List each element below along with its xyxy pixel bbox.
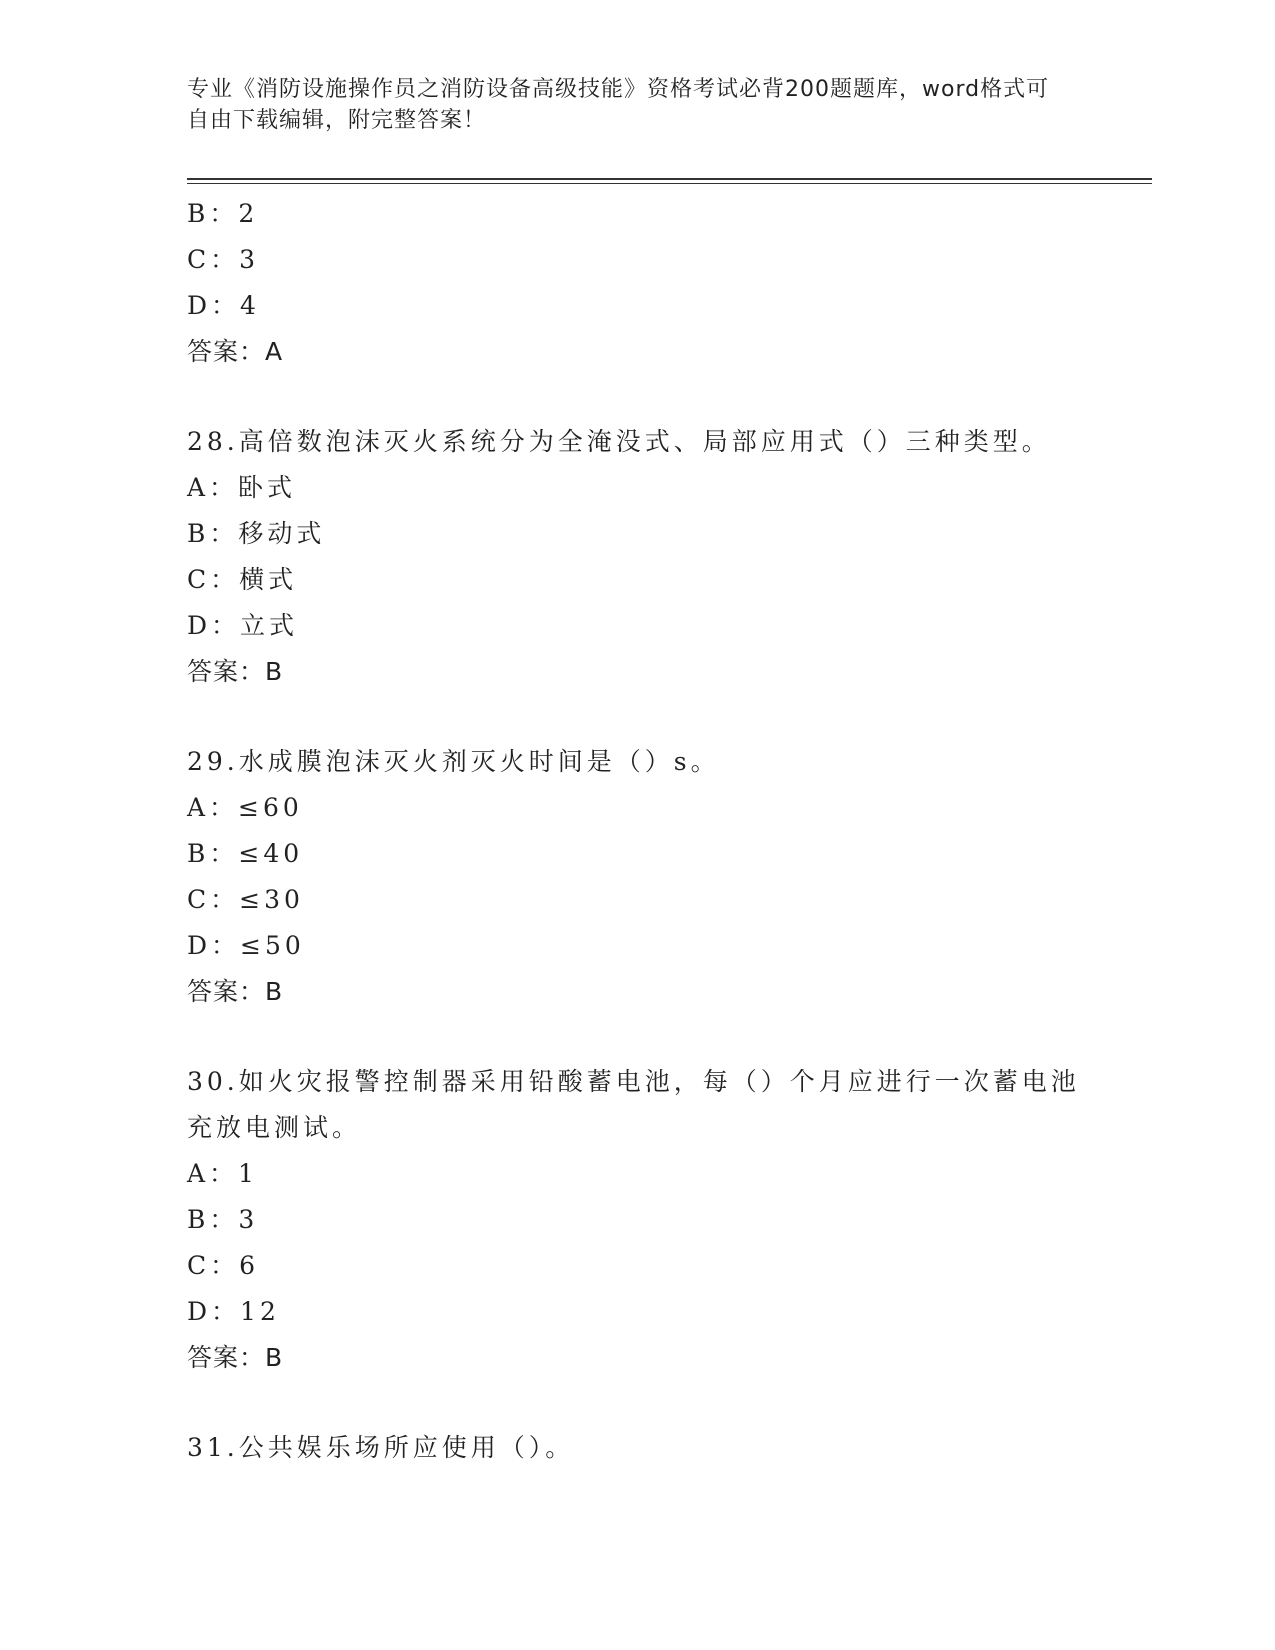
question-stem: 31.公共娱乐场所应使用（）。 [187,1433,575,1462]
question-29 [187,739,1087,1015]
answer-line: 答案：A [187,337,284,366]
question-list [187,191,1087,1471]
question-stem: 30.如火灾报警控制器采用铅酸蓄电池，每（）个月应进行一次蓄电池充放电测试。 [187,1067,1080,1142]
option-d: D：≤50 [187,931,305,960]
question-27-continued [187,191,1087,375]
question-stem: 29.水成膜泡沫灭火剂灭火时间是（）s。 [187,747,720,776]
answer-line: 答案：B [187,977,284,1006]
question-31 [187,1425,1087,1471]
option-b: B：移动式 [187,519,326,548]
option-c: C：≤30 [187,885,304,914]
option-d: D：立式 [187,611,299,640]
answer-line: 答案：B [187,657,284,686]
option-a: A：≤60 [187,793,303,822]
header-rule-thick [187,178,1152,180]
option-b: B：2 [187,199,259,228]
option-d: D：12 [187,1297,280,1326]
question-30 [187,1059,1087,1381]
option-d: D：4 [187,291,260,320]
option-b: B：3 [187,1205,259,1234]
option-b: B：≤40 [187,839,304,868]
option-a: A：1 [187,1159,258,1188]
document-header: 专业《消防设施操作员之消防设备高级技能》资格考试必背200题题库，word格式可自由下载编辑，附完整答案！ [187,77,1050,133]
option-c: C：横式 [187,565,298,594]
question-28 [187,419,1087,695]
option-c: C：3 [187,245,260,274]
answer-line: 答案：B [187,1343,284,1372]
option-c: C：6 [187,1251,260,1280]
question-stem: 28.高倍数泡沫灭火系统分为全淹没式、局部应用式（）三种类型。 [187,427,1051,456]
option-a: A：卧式 [187,473,297,502]
header-rule-thin [187,183,1152,184]
